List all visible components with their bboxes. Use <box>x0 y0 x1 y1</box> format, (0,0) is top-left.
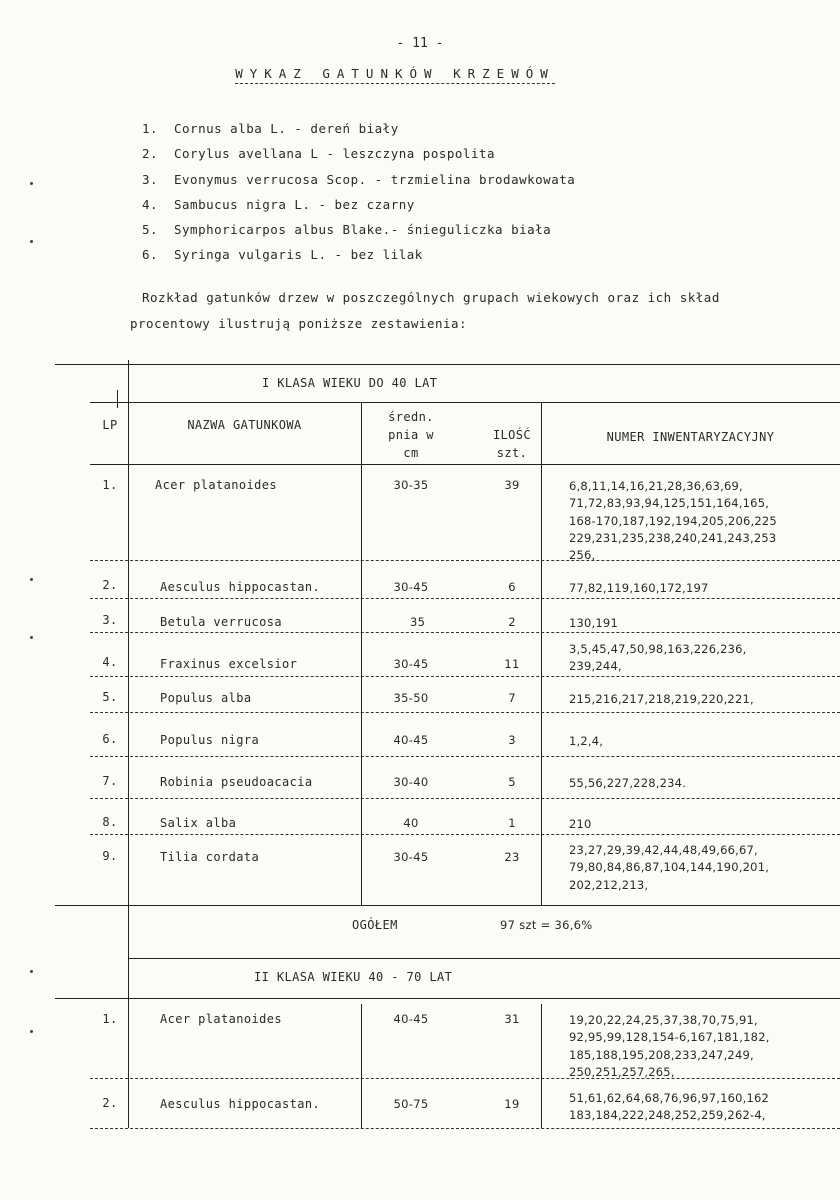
inventory-line: 77,82,119,160,172,197 <box>569 581 709 595</box>
row-diameter: 35-50 <box>393 691 429 705</box>
row-species: Fraxinus excelsior <box>160 657 298 671</box>
row-species: Salix alba <box>160 816 237 830</box>
row-diameter: 30-45 <box>393 850 429 864</box>
row-lp: 1. <box>102 1012 118 1026</box>
row-lp: 2. <box>102 1096 118 1110</box>
row-quantity: 19 <box>504 1097 520 1111</box>
margin-mark <box>30 182 33 185</box>
margin-mark <box>30 636 33 639</box>
inventory-line: 229,231,235,238,240,241,243,253 <box>569 530 777 545</box>
inventory-line: 19,20,22,24,25,37,38,70,75,91, <box>569 1013 758 1027</box>
header-diameter-2: pnia w <box>388 428 434 442</box>
row-lp: 6. <box>102 732 118 746</box>
class-2-title: II KLASA WIEKU 40 - 70 LAT <box>254 970 453 984</box>
inventory-line: 256, <box>569 548 596 563</box>
row-quantity: 11 <box>504 657 520 671</box>
page-number: - 11 - <box>396 36 444 51</box>
inventory-line: 79,80,84,86,87,104,144,190,201, <box>569 860 770 875</box>
row-lp: 5. <box>102 690 118 704</box>
row-inventory <box>569 1012 770 1081</box>
heading-text: WYKAZ GATUNKÓW KRZEWÓW <box>235 66 555 84</box>
row-inventory <box>569 1090 769 1125</box>
row-diameter: 50-75 <box>393 1097 429 1111</box>
row-diameter: 40-45 <box>393 1012 429 1026</box>
inventory-line: 215,216,217,218,219,220,221, <box>569 692 754 706</box>
row-diameter: 30-35 <box>393 478 429 492</box>
shrub-item: 6. Syringa vulgaris L. - bez lilak <box>142 247 423 262</box>
row-lp: 4. <box>102 655 118 669</box>
margin-mark <box>30 970 33 973</box>
row-lp: 8. <box>102 815 118 829</box>
row-inventory <box>569 816 592 833</box>
row-lp: 9. <box>102 849 118 863</box>
row-lp: 7. <box>102 774 118 788</box>
row-quantity: 23 <box>504 850 520 864</box>
row-quantity: 31 <box>504 1012 520 1026</box>
inventory-line: 239,244, <box>569 659 622 674</box>
row-inventory <box>569 775 686 792</box>
inventory-line: 51,61,62,64,68,76,96,97,160,162 <box>569 1091 770 1105</box>
total-label: OGÓŁEM <box>352 918 398 932</box>
inventory-line: 250,251,257,265, <box>569 1064 675 1079</box>
row-diameter: 40 <box>403 816 419 830</box>
header-quantity-2: szt. <box>496 446 528 460</box>
header-quantity-1: ILOŚĆ <box>492 428 532 442</box>
row-inventory <box>569 478 777 564</box>
row-lp: 1. <box>102 478 118 492</box>
row-quantity: 5 <box>508 775 516 789</box>
header-diameter-3: cm <box>403 446 419 460</box>
row-quantity: 6 <box>508 580 516 594</box>
margin-mark <box>30 1030 33 1033</box>
section-heading <box>0 66 790 81</box>
row-species: Populus nigra <box>160 733 260 747</box>
row-diameter: 40-45 <box>393 733 429 747</box>
inventory-line: 202,212,213, <box>569 877 649 892</box>
row-diameter: 30-45 <box>393 657 429 671</box>
row-species: Robinia pseudoacacia <box>160 775 313 789</box>
row-quantity: 39 <box>504 478 520 492</box>
inventory-line: 168-170,187,192,194,205,206,225 <box>569 513 777 528</box>
row-inventory <box>569 615 618 632</box>
header-inventory-number: NUMER INWENTARYZACYJNY <box>606 430 775 444</box>
row-species: Aesculus hippocastan. <box>160 580 321 594</box>
row-quantity: 1 <box>508 816 516 830</box>
header-lp: LP <box>102 418 118 432</box>
shrub-item: 1. Cornus alba L. - dereń biały <box>142 121 399 136</box>
row-inventory <box>569 733 603 750</box>
header-name: NAZWA GATUNKOWA <box>187 418 302 432</box>
shrub-item: 2. Corylus avellana L - leszczyna pospolita <box>142 146 496 161</box>
row-quantity: 3 <box>508 733 516 747</box>
inventory-line: 185,188,195,208,233,247,249, <box>569 1047 754 1062</box>
row-inventory <box>569 580 709 597</box>
intro-line-1: Rozkład gatunków drzew w poszczególnych grupach wiekowych oraz ich skład <box>142 290 720 305</box>
inventory-line: 92,95,99,128,154-6,167,181,182, <box>569 1030 770 1045</box>
inventory-line: 6,8,11,14,16,21,28,36,63,69, <box>569 479 743 493</box>
row-diameter: 30-40 <box>393 775 429 789</box>
row-quantity: 7 <box>508 691 516 705</box>
total-value: 97 szt = 36,6% <box>500 918 593 932</box>
class-1-title: I KLASA WIEKU DO 40 LAT <box>262 376 438 390</box>
row-inventory <box>569 691 754 708</box>
row-species: Tilia cordata <box>160 850 260 864</box>
inventory-line: 55,56,227,228,234. <box>569 776 686 790</box>
shrub-item: 3. Evonymus verrucosa Scop. - trzmielina brodawkowata <box>142 172 576 187</box>
inventory-line: 1,2,4, <box>569 734 604 748</box>
row-lp: 2. <box>102 578 118 592</box>
intro-line-2: procentowy ilustrują poniższe zestawienia: <box>130 316 468 331</box>
row-diameter: 30-45 <box>393 580 429 594</box>
inventory-line: 183,184,222,248,252,259,262-4, <box>569 1108 766 1123</box>
row-species: Acer platanoides <box>155 478 277 492</box>
row-species: Betula verrucosa <box>160 615 282 629</box>
inventory-line: 210 <box>569 817 592 831</box>
inventory-line: 130,191 <box>569 616 618 630</box>
inventory-line: 71,72,83,93,94,125,151,164,165, <box>569 496 770 511</box>
row-inventory <box>569 842 769 894</box>
row-species: Aesculus hippocastan. <box>160 1097 321 1111</box>
header-diameter-1: średn. <box>388 410 434 424</box>
shrub-item: 4. Sambucus nigra L. - bez czarny <box>142 197 415 212</box>
row-diameter: 35 <box>410 615 426 629</box>
margin-mark <box>30 240 33 243</box>
row-quantity: 2 <box>508 615 516 629</box>
inventory-line: 3,5,45,47,50,98,163,226,236, <box>569 642 747 656</box>
row-species: Populus alba <box>160 691 252 705</box>
shrub-item: 5. Symphoricarpos albus Blake.- śnieguliczka biała <box>142 222 552 237</box>
inventory-line: 23,27,29,39,42,44,48,49,66,67, <box>569 843 758 857</box>
row-inventory <box>569 641 747 676</box>
row-lp: 3. <box>102 613 118 627</box>
row-species: Acer platanoides <box>160 1012 282 1026</box>
margin-mark <box>30 578 33 581</box>
